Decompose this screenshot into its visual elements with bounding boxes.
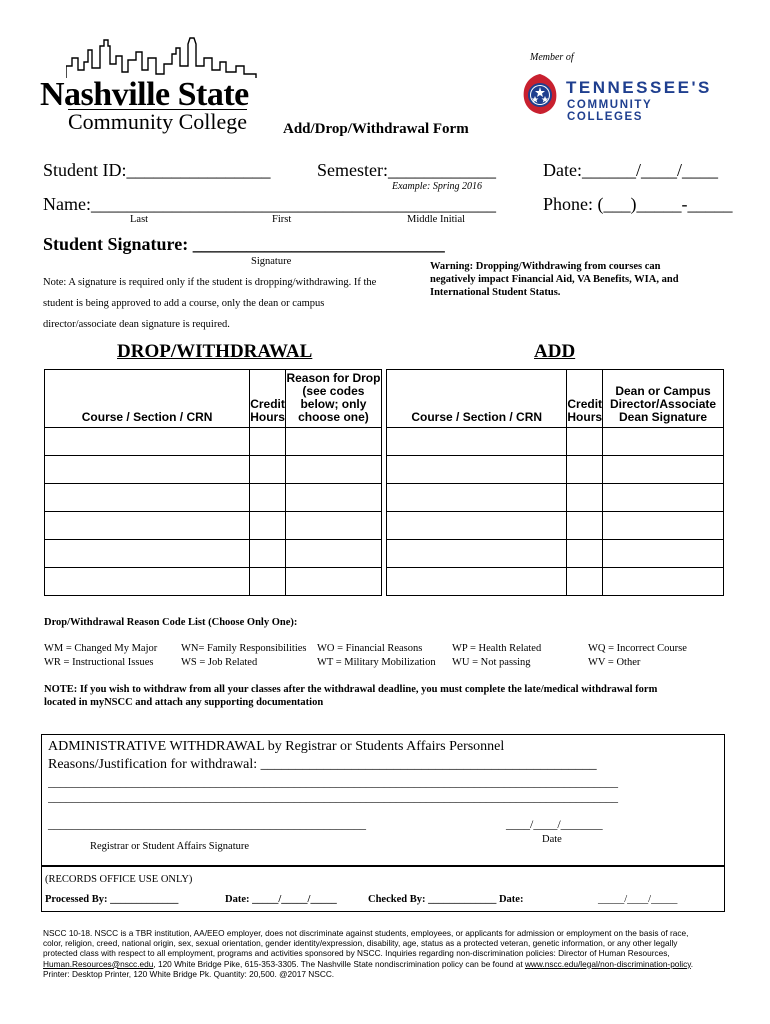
- policy-link[interactable]: www.nscc.edu/legal/non-discrimination-policy: [524, 958, 691, 969]
- form-title: Add/Drop/Withdrawal Form: [283, 121, 469, 137]
- signature-note-1: Note: A signature is required only if the student is dropping/withdrawing. If the: [43, 277, 377, 288]
- add-credit-cell[interactable]: [567, 512, 603, 540]
- codes-heading: Drop/Withdrawal Reason Code List (Choose Only One):: [44, 617, 298, 628]
- name-last-label: Last: [130, 214, 149, 225]
- hr-email-link[interactable]: Human.Resources@nscc.edu: [43, 958, 154, 969]
- add-dean-cell[interactable]: [603, 568, 724, 596]
- table-row: [45, 540, 382, 568]
- add-dean-cell[interactable]: [603, 540, 724, 568]
- drop-credit-cell[interactable]: [250, 484, 286, 512]
- code-wt: WT = Military Mobilization: [317, 657, 436, 668]
- table-row: [387, 540, 724, 568]
- phone-field[interactable]: Phone: (___)_____-_____: [543, 194, 733, 214]
- withdraw-note-2: located in myNSCC and attach any supporting documentation: [44, 697, 324, 708]
- drop-credit-cell[interactable]: [250, 512, 286, 540]
- drop-table: [44, 369, 382, 596]
- drop-reason-cell[interactable]: [285, 428, 381, 456]
- admin-signature-field[interactable]: _____________________________________________________: [48, 817, 366, 831]
- table-row: [387, 484, 724, 512]
- drop-credit-cell[interactable]: [250, 428, 286, 456]
- code-wu: WU = Not passing: [452, 657, 531, 668]
- code-wm: WM = Changed My Major: [44, 643, 158, 654]
- add-col-dean: Dean or Campus Director/Associate Dean Signature: [603, 370, 724, 428]
- drop-course-cell[interactable]: [45, 512, 250, 540]
- admin-reasons-line-2[interactable]: _______________________________________________________________________________________________: [48, 775, 618, 789]
- drop-reason-cell[interactable]: [285, 456, 381, 484]
- add-credit-cell[interactable]: [567, 540, 603, 568]
- footer-disclaimer: [43, 928, 733, 979]
- footer-line-4-text: , 120 White Bridge Pike, 615-353-3305. The Nashville State nondiscrimination policy can be found at: [153, 958, 525, 969]
- table-row: [387, 428, 724, 456]
- signature-sub-label: Signature: [251, 256, 292, 267]
- add-credit-cell[interactable]: [567, 456, 603, 484]
- drop-course-cell[interactable]: [45, 484, 250, 512]
- records-date-2-field[interactable]: _____/____/_____: [598, 894, 678, 905]
- tn-logo-line1: TENNESSEE'S: [566, 78, 712, 97]
- semester-example: Example: Spring 2016: [392, 181, 482, 192]
- table-row: [45, 568, 382, 596]
- add-col-course: Course / Section / CRN: [387, 370, 567, 428]
- code-wo: WO = Financial Reasons: [317, 643, 423, 654]
- processed-by-field[interactable]: Processed By: _____________: [45, 894, 179, 905]
- code-wq: WQ = Incorrect Course: [588, 643, 687, 654]
- warning-line-1: Warning: Dropping/Withdrawing from courses can: [430, 261, 661, 272]
- semester-field[interactable]: Semester:____________: [317, 160, 496, 180]
- code-wv: WV = Other: [588, 657, 641, 668]
- records-box: [41, 866, 725, 912]
- table-row: [45, 512, 382, 540]
- records-heading: (RECORDS OFFICE USE ONLY): [45, 874, 193, 885]
- drop-course-cell[interactable]: [45, 456, 250, 484]
- tn-colleges-logo: [520, 68, 720, 123]
- drop-course-cell[interactable]: [45, 428, 250, 456]
- add-credit-cell[interactable]: [567, 484, 603, 512]
- add-credit-cell[interactable]: [567, 568, 603, 596]
- drop-reason-cell[interactable]: [285, 484, 381, 512]
- date-field[interactable]: Date:______/____/____: [543, 160, 718, 180]
- drop-credit-cell[interactable]: [250, 456, 286, 484]
- table-row: [387, 512, 724, 540]
- add-dean-cell[interactable]: [603, 428, 724, 456]
- drop-reason-cell[interactable]: [285, 512, 381, 540]
- add-col-credit: Credit Hours: [567, 370, 603, 428]
- drop-col-credit: Credit Hours: [250, 370, 286, 428]
- member-of-label: Member of: [530, 52, 574, 63]
- code-wn: WN= Family Responsibilities: [181, 643, 307, 654]
- add-dean-cell[interactable]: [603, 484, 724, 512]
- drop-reason-cell[interactable]: [285, 540, 381, 568]
- name-first-label: First: [272, 214, 292, 225]
- footer-line-5: Printer: Desktop Printer, 120 White Bridge Pk. Quantity: 20,500. @2017 NSCC.: [43, 968, 335, 979]
- code-ws: WS = Job Related: [181, 657, 258, 668]
- footer-line-3: protected class with respect to all employment, programs and activities sponsored by NSCC. Inquiries regarding non-discrimination policies: Director of Human Resources,: [43, 948, 670, 959]
- add-table: [386, 369, 724, 596]
- name-field[interactable]: Name:_____________________________________________: [43, 194, 496, 214]
- drop-reason-cell[interactable]: [285, 568, 381, 596]
- name-middle-label: Middle Initial: [407, 214, 466, 225]
- admin-signature-label: Registrar or Student Affairs Signature: [90, 841, 250, 852]
- table-row: [45, 484, 382, 512]
- footer-line-4-end: .: [690, 958, 694, 969]
- logo-name-line1: Nashville State: [40, 76, 249, 113]
- footer-line-2: color, religion, creed, national origin, sex, sexual orientation, gender identity/expression, disability, age, status as a protected veteran, genetic information, or any other legally: [43, 938, 678, 949]
- admin-date-label: Date: [542, 834, 562, 845]
- add-dean-cell[interactable]: [603, 512, 724, 540]
- table-row: [45, 428, 382, 456]
- code-wr: WR = Instructional Issues: [44, 657, 154, 668]
- logo-name-line2: Community College: [68, 109, 248, 134]
- code-wp: WP = Health Related: [452, 643, 542, 654]
- student-signature-field[interactable]: Student Signature: ____________________________: [43, 234, 445, 254]
- footer-line-4: [43, 959, 733, 969]
- warning-line-2: negatively impact Financial Aid, VA Benefits, WIA, and: [430, 274, 679, 285]
- table-row: [387, 456, 724, 484]
- admin-date-field[interactable]: ____/____/_______: [506, 817, 603, 831]
- drop-credit-cell[interactable]: [250, 568, 286, 596]
- withdraw-note-1: NOTE: If you wish to withdraw from all your classes after the withdrawal deadline, you must complete the late/medical withdrawal form: [44, 684, 658, 695]
- drop-col-reason: Reason for Drop (see codes below; only choose one): [285, 370, 381, 428]
- add-course-cell[interactable]: [387, 456, 567, 484]
- footer-line-1: NSCC 10-18. NSCC is a TBR institution, AA/EEO employer, does not discriminate against students, employees, or applicants for admission or employment on the basis of race,: [43, 928, 689, 938]
- add-credit-cell[interactable]: [567, 428, 603, 456]
- admin-title: ADMINISTRATIVE WITHDRAWAL by Registrar or Students Affairs Personnel: [48, 739, 505, 754]
- checked-by-field[interactable]: Checked By: _____________ Date:: [368, 894, 524, 905]
- drop-course-cell[interactable]: [45, 568, 250, 596]
- add-course-cell[interactable]: [387, 428, 567, 456]
- tn-logo-line2: COMMUNITY COLLEGES: [567, 99, 653, 123]
- signature-note-3: director/associate dean signature is required.: [43, 319, 230, 330]
- student-id-field[interactable]: Student ID:________________: [43, 160, 271, 180]
- admin-withdrawal-box: [41, 734, 725, 866]
- drop-heading: DROP/WITHDRAWAL: [117, 341, 313, 362]
- add-heading: ADD: [534, 341, 576, 362]
- add-dean-cell[interactable]: [603, 456, 724, 484]
- tennessee-stars-icon: [520, 72, 560, 116]
- add-course-cell[interactable]: [387, 484, 567, 512]
- records-date-1-field[interactable]: Date: _____/_____/_____: [225, 894, 337, 905]
- warning-line-3: International Student Status.: [430, 287, 561, 298]
- nscc-logo: [40, 36, 280, 132]
- drop-course-cell[interactable]: [45, 540, 250, 568]
- admin-reasons-line-3[interactable]: _______________________________________________________________________________________________: [48, 790, 618, 804]
- table-row: [387, 568, 724, 596]
- admin-reasons-field[interactable]: Reasons/Justification for withdrawal: ________________________________________________: [48, 757, 597, 772]
- add-course-cell[interactable]: [387, 540, 567, 568]
- add-course-cell[interactable]: [387, 512, 567, 540]
- drop-col-course: Course / Section / CRN: [45, 370, 250, 428]
- table-row: [45, 456, 382, 484]
- signature-note-2: student is being approved to add a course, only the dean or campus: [43, 298, 325, 309]
- add-course-cell[interactable]: [387, 568, 567, 596]
- drop-credit-cell[interactable]: [250, 540, 286, 568]
- skyline-icon: [66, 36, 266, 80]
